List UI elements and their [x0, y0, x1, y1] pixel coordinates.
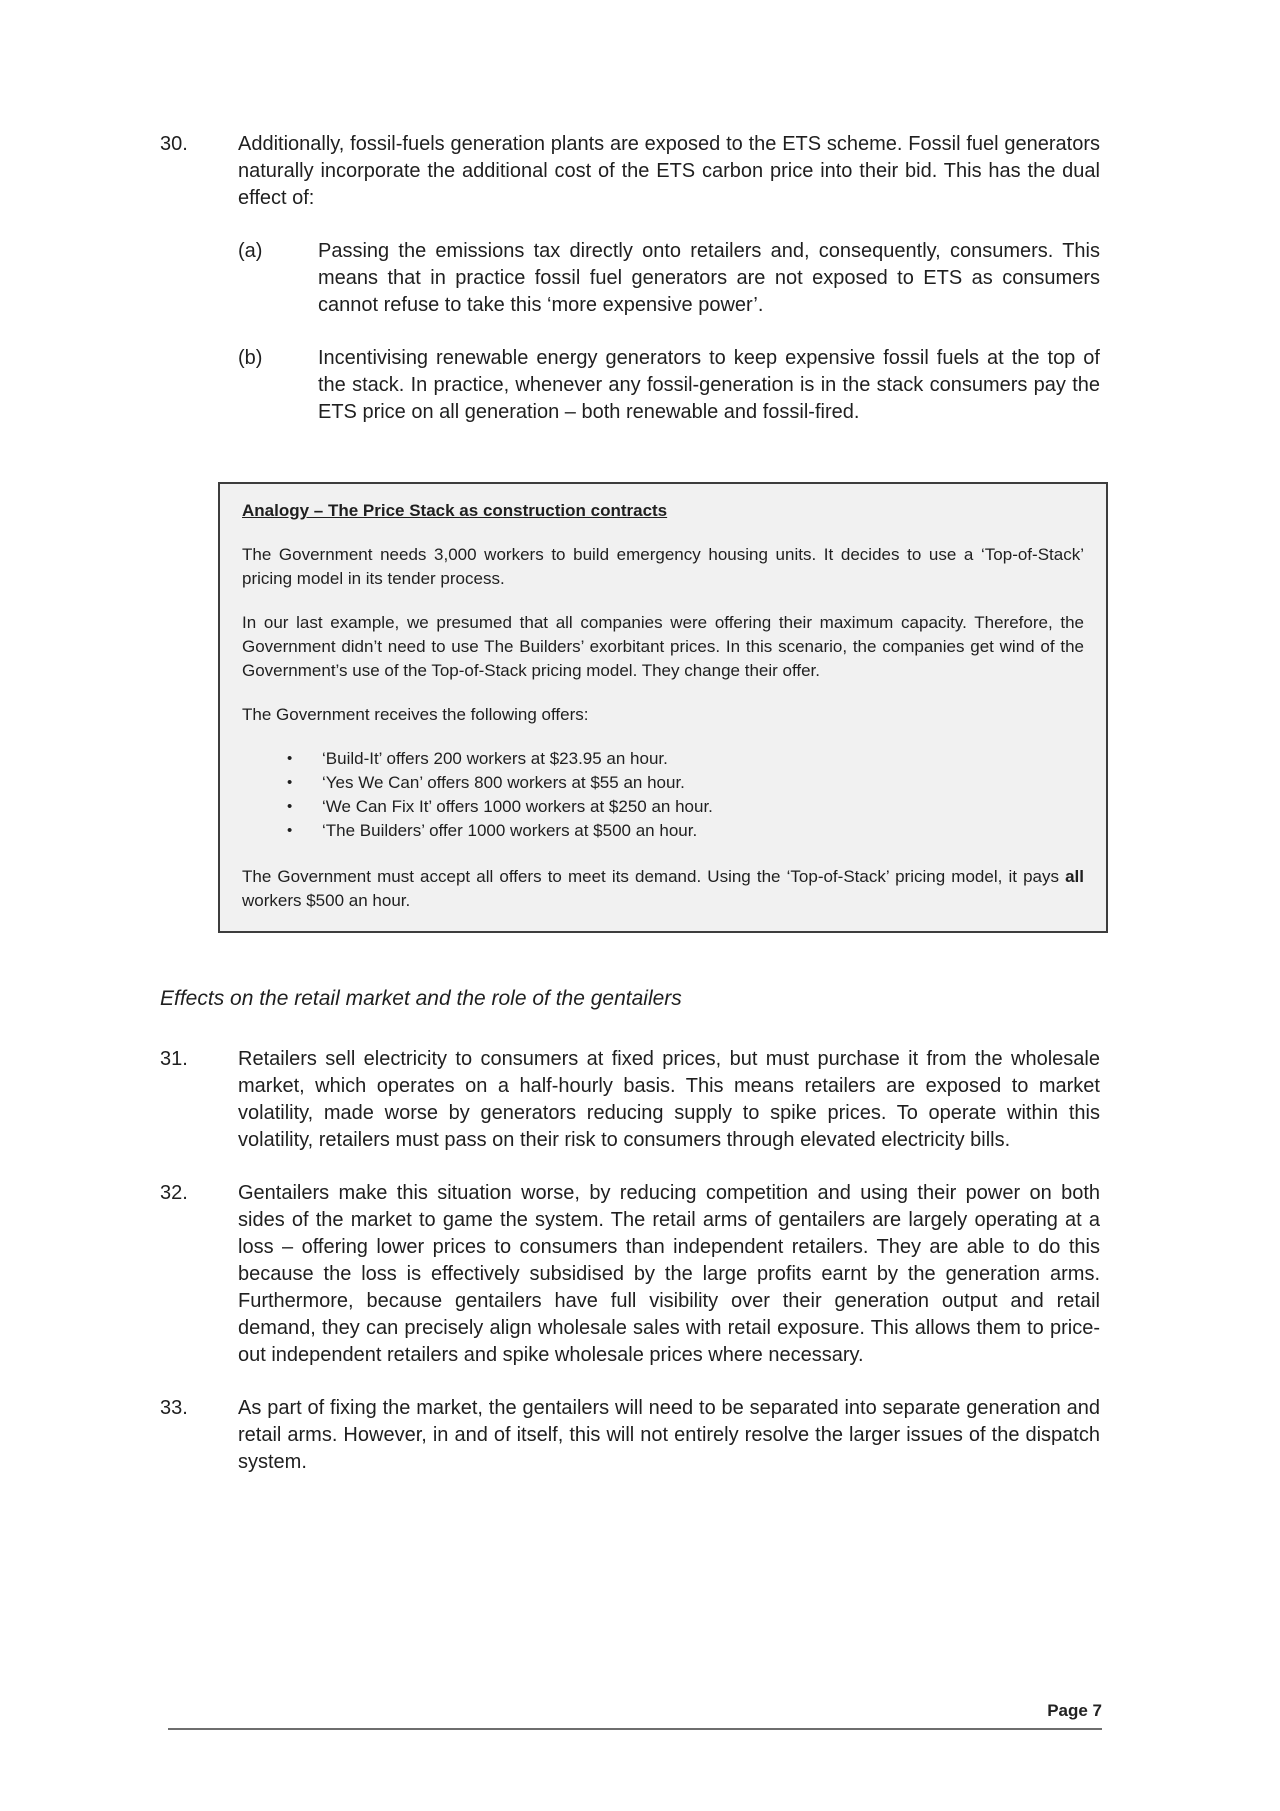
analogy-callout-box [218, 482, 1108, 933]
paragraph-33 [160, 1395, 1100, 1476]
offer-yes-we-can: ‘Yes We Can’ offers 800 workers at $55 an hour. [322, 773, 685, 792]
paragraph-32-number: 32. [160, 1182, 188, 1204]
paragraph-33-text: As part of fixing the market, the gentailers will need to be separated into separate generation and retail arms. However, in and of itself, this will not entirely resolve the larger issues of the dispatch system. [238, 1397, 1100, 1473]
paragraph-31-number: 31. [160, 1048, 188, 1070]
paragraph-32 [160, 1180, 1100, 1369]
paragraph-30 [160, 131, 1100, 212]
paragraph-30-text: Additionally, fossil-fuels generation plants are exposed to the ETS scheme. Fossil fuel generators naturally incorporate the additional cost of the ETS carbon price into their bid. This has the dual effect of: [238, 133, 1100, 209]
offer-the-builders: ‘The Builders’ offer 1000 workers at $500 an hour. [322, 821, 698, 840]
subparagraph-b-text: Incentivising renewable energy generators to keep expensive fossil fuels at the top of the stack. In practice, whenever any fossil-generation is in the stack consumers pay the ETS price on all generation – both renewable and fossil-fired. [318, 347, 1100, 423]
offer-list-item [287, 819, 1084, 843]
closing-text-post: workers $500 an hour. [242, 891, 411, 910]
offers-bullet-list [242, 747, 1084, 843]
subparagraph-b-label: (b) [238, 347, 263, 369]
section-heading: Effects on the retail market and the role of the gentailers [160, 987, 682, 1010]
analogy-box-paragraph-3: The Government receives the following offers: [242, 705, 589, 724]
bullet-icon: • [287, 822, 293, 839]
bullet-icon: • [287, 798, 293, 815]
paragraph-30-number: 30. [160, 133, 188, 155]
offer-list-item [287, 795, 1084, 819]
paragraph-31 [160, 1046, 1100, 1154]
page-number-label: Page 7 [1047, 1701, 1102, 1720]
paragraph-32-text: Gentailers make this situation worse, by reducing competition and using their power on both sides of the market to game the system. The retail arms of gentailers are largely operating at a loss – offering lower prices to consumers than independent retailers. They are able to do this because the loss is effectively subsidised by the large profits earnt by the generation arms. Furthermore, because gentailers have full visibility over their generation output and retail demand, they can precisely align wholesale sales with retail exposure. This allows them to price-out independent retailers and spike wholesale prices where necessary. [238, 1182, 1100, 1366]
analogy-box-paragraph-2: In our last example, we presumed that all companies were offering their maximum capacity. Therefore, the Government didn’t need to use The Builders’ exorbitant prices. In this scenario, the companies get wind of the Government’s use of the Top-of-Stack pricing model. They change their offer. [242, 613, 1084, 680]
subparagraph-a-text: Passing the emissions tax directly onto retailers and, consequently, consumers. This means that in practice fossil fuel generators are not exposed to ETS as consumers cannot refuse to take this ‘more expensive power’. [318, 240, 1100, 316]
analogy-box-paragraph-1: The Government needs 3,000 workers to build emergency housing units. It decides to use a ‘Top-of-Stack’ pricing model in its tender process. [242, 545, 1084, 588]
analogy-box-closing [242, 865, 1084, 913]
closing-text-bold: all [1065, 867, 1084, 886]
analogy-box-title: Analogy – The Price Stack as construction contracts [242, 501, 668, 520]
offer-list-item [287, 747, 1084, 771]
subparagraph-a [238, 238, 1100, 319]
paragraph-33-number: 33. [160, 1397, 188, 1419]
closing-text-pre: The Government must accept all offers to meet its demand. Using the ‘Top-of-Stack’ pricing model, it pays [242, 867, 1066, 886]
document-content [160, 131, 1100, 1502]
subparagraph-b [238, 345, 1100, 426]
offer-we-can-fix-it: ‘We Can Fix It’ offers 1000 workers at $250 an hour. [322, 797, 713, 816]
subparagraph-a-label: (a) [238, 240, 263, 262]
bullet-icon: • [287, 774, 293, 791]
paragraph-31-text: Retailers sell electricity to consumers at fixed prices, but must purchase it from the wholesale market, which operates on a half-hourly basis. This means retailers are exposed to market volatility, made worse by generators reducing supply to spike prices. To operate within this volatility, retailers must pass on their risk to consumers through elevated electricity bills. [238, 1048, 1100, 1151]
offer-list-item [287, 771, 1084, 795]
offer-build-it: ‘Build-It’ offers 200 workers at $23.95 an hour. [322, 749, 668, 768]
page-footer [168, 1700, 1102, 1730]
bullet-icon: • [287, 750, 293, 767]
